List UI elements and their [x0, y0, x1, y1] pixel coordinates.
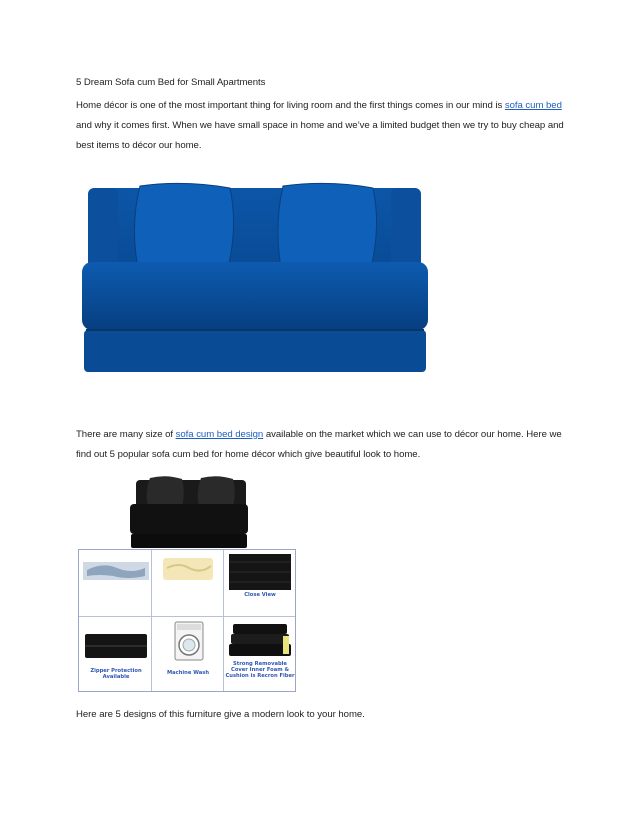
intro-text-before: Home décor is one of the most important thing for living room and the first things comes in our mind is: [76, 100, 505, 111]
close-view-fabric-icon: [229, 554, 291, 590]
sizes-paragraph: [76, 425, 566, 465]
close-view-caption: Close View: [244, 592, 276, 598]
removable-cover-caption: Strong Removable Cover Inner Foam & Cushion is Recron Fiber: [225, 661, 295, 679]
sofa-cum-bed-design-link[interactable]: sofa cum bed design: [175, 429, 264, 440]
zipper-icon: [83, 630, 149, 662]
machine-wash-caption: Machine Wash: [166, 670, 210, 676]
intro-text-after: and why it comes first. When we have small space in home and we’ve a limited budget then we try to buy cheap and best items to décor our home.: [76, 120, 564, 151]
sizes-text-before: There are many size of: [76, 429, 176, 440]
zipper-caption: Zipper Protection Available: [90, 668, 142, 680]
document-title: 5 Dream Sofa cum Bed for Small Apartments: [76, 77, 266, 88]
foam-layer-icon: [159, 554, 217, 584]
removable-cover-icon: [227, 620, 293, 660]
sizes-text-after: available on the market which we can use to décor our home. Here we find out 5 popular sofa cum bed for home décor which give beautiful look to home.: [76, 429, 562, 460]
sofa-cum-bed-link[interactable]: sofa cum bed: [504, 100, 562, 111]
intro-paragraph: [76, 96, 566, 156]
washing-machine-icon: [173, 620, 205, 662]
blue-sofa-image: [78, 180, 433, 380]
foam-body-icon: [83, 556, 149, 584]
designs-paragraph: Here are 5 designs of this furniture give a modern look to your home.: [76, 709, 365, 720]
feature-grid: [78, 549, 296, 692]
